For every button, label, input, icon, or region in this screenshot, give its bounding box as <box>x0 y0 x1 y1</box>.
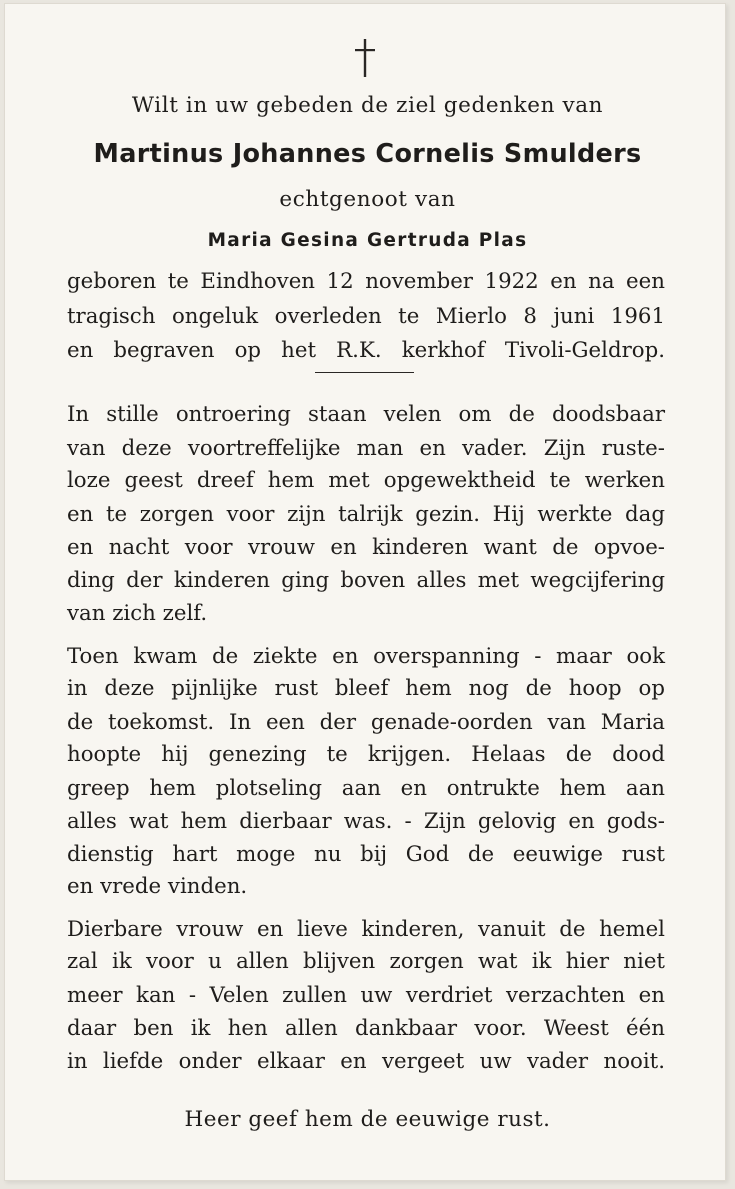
spouse-label: echtgenoot van <box>279 187 456 212</box>
intro-text: Wilt in uw gebeden de ziel gedenken van <box>131 93 604 118</box>
paragraph-2-line: dienstig hart moge nu bij God de eeuwige rust <box>67 842 665 867</box>
cross-icon <box>352 38 378 78</box>
deceased-name: Martinus Johannes Cornelis Smulders <box>93 139 642 169</box>
spouse-name: Maria Gesina Gertruda Plas <box>207 230 528 251</box>
death-line: tragisch ongeluk overleden te Mierlo 8 juni 1961 <box>67 304 665 329</box>
paragraph-2-line: Toen kwam de ziekte en overspanning - maar ook <box>67 644 665 669</box>
paragraph-2-line: greep hem plotseling aan en ontrukte hem aan <box>67 776 665 801</box>
closing-prayer: Heer geef hem de eeuwige rust. <box>184 1107 551 1132</box>
paragraph-2-line: de toekomst. In een der genade-oorden van Maria <box>67 710 665 735</box>
paragraph-2-line: en vrede vinden. <box>67 874 248 899</box>
paragraph-1-line: loze geest dreef hem met opgewektheid te werken <box>67 468 665 493</box>
paragraph-3-line: in liefde onder elkaar en vergeet uw vader nooit. <box>67 1049 665 1074</box>
paragraph-2-line: alles wat hem dierbaar was. - Zijn gelovig en gods- <box>67 809 665 834</box>
paragraph-3-line: zal ik voor u allen blijven zorgen wat ik hier niet <box>67 949 665 974</box>
paragraph-2-line: hoopte hij genezing te krijgen. Helaas de dood <box>67 742 665 767</box>
divider <box>315 372 414 373</box>
paragraph-1-line: van deze voortreffelijke man en vader. Zijn ruste- <box>67 436 665 461</box>
paragraph-3-line: meer kan - Velen zullen uw verdriet verzachten en <box>67 983 665 1008</box>
birth-line: geboren te Eindhoven 12 november 1922 en na een <box>67 269 665 294</box>
paragraph-1-line: en te zorgen voor zijn talrijk gezin. Hij werkte dag <box>67 502 665 527</box>
burial-line: en begraven op het R.K. kerkhof Tivoli-Geldrop. <box>67 338 665 363</box>
paragraph-1-line: In stille ontroering staan velen om de doodsbaar <box>67 402 665 427</box>
paragraph-3-line: daar ben ik hen allen dankbaar voor. Weest één <box>67 1016 665 1041</box>
paragraph-1-line: ding der kinderen ging boven alles met wegcijfering <box>67 568 665 593</box>
paragraph-2-line: in deze pijnlijke rust bleef hem nog de hoop op <box>67 676 665 701</box>
paragraph-3-line: Dierbare vrouw en lieve kinderen, vanuit de hemel <box>67 917 665 942</box>
paragraph-1-line: en nacht voor vrouw en kinderen want de opvoe- <box>67 535 665 560</box>
paragraph-1-line: van zich zelf. <box>67 601 208 626</box>
